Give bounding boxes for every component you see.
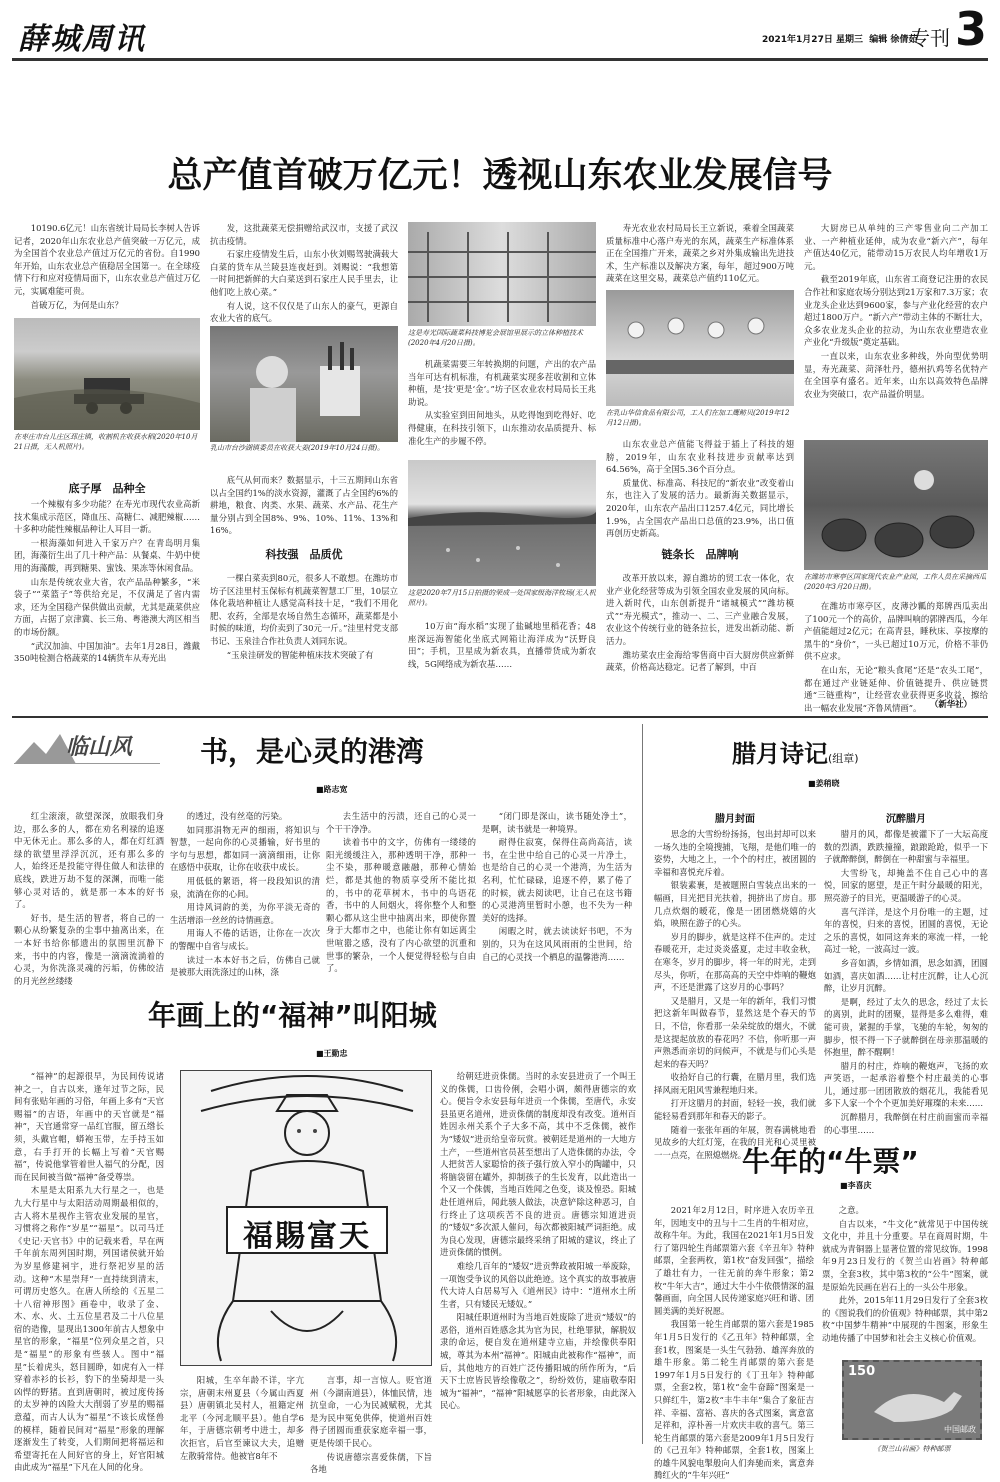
masthead: 薛城周讯 bbox=[18, 22, 146, 57]
paragraph: 一直以来，山东农业多种线，外向型优势明显，寿光蔬菜、菏泽牡丹，德州扒鸡等名优特产在全国享有盛名。近年来，山东以高效特色品牌农业为突破口，农产品溢价明显。 bbox=[804, 350, 988, 399]
photo-ginger-farmer bbox=[210, 326, 398, 442]
paragraph: 去生活中的污渍，还自己的心灵一个干干净净。 bbox=[326, 811, 476, 834]
essay2-title: 年画上的“福神”叫阳城 bbox=[148, 999, 437, 1032]
stamp-author: ■李喜庆 bbox=[840, 1181, 872, 1190]
poem1-title: 腊月封面 bbox=[715, 814, 755, 825]
paragraph: 腊月的风，都像是被灌下了一大坛高度数的烈酒，跌跌撞撞，踉踉跄跄，似乎一下子就醉醉倒，醉倒在一种甜蜜与幸福里。 bbox=[824, 829, 988, 865]
subhead-foundation: 底子厚 品种全 bbox=[68, 482, 146, 495]
paragraph: 岁月的脚步，就是这样不住声的。走过春暖花开，走过炎炎盛夏，走过丰收金秋，在寒冬，岁月的脚步，将一年的时光，走到尽头，你听，在那高高的天空中炸响的鞭炮声，不还是泄露了这岁月的心事吗？ bbox=[654, 931, 816, 993]
paragraph: 质量优、标准高、科技尼的“新农业”改变着山东，也注入了发展的活力。最新海关数据显示，2020年，山东农产品出口1257.4亿元，同比增长1.9%，占全国农产品出口总值的23.9%，出口值再创历史新高。 bbox=[606, 477, 794, 539]
essay1-col1 bbox=[14, 810, 164, 988]
paragraph: 随着一张张年画的年展，贺春满桃地看见故乡的大红灯笼，在我的目光和心灵里被一一点亮，在照熄燃烧。 bbox=[654, 1124, 816, 1160]
paragraph: 从实验室到田间地头，从吃得饱到吃得好、吃得健康，在科技引领下，山东推动农品质提升、标准化生产的步履不停。 bbox=[408, 410, 596, 446]
date-line bbox=[762, 32, 917, 45]
lead-col3b bbox=[408, 620, 596, 712]
paragraph: 给朝廷进贡侏儒。当时的永安县进贡了一个叫王义的侏儒，口齿伶俐，会唱小调，颇得唐德宗的欢心。便旨令永安县每年进贡一个侏儒，至唐代，永安县虽更名道州，进贡侏儒的制度却没有改变。道州百姓因永州关系个子大多不高，其中不乏侏儒，被作为“矮奴”进贡给皇帝玩赏。被朝廷是道州的一大地方土产，一些道州官员甚至想出了人造侏儒的办法，令人把贫苦人家聪恰的孩子强行放入窄小的陶罐中，只将脑袋留在罐外，抑制孩子的生长发育，以此造出一个又一个侏儒，当地百姓闻之色变，谈及惶恐。阳城赴任道州后，闻此骇人做法，决意铲除这种恶习，自行终止了这项疾苦不良的进贡。唐德宗知道进贡的“矮奴”多次派人催问，每次都被阳城严词拒绝。成为良心发现，唐德宗最终采纳了阳城的建议，终止了进贡侏儒的惯例。 bbox=[440, 1071, 636, 1258]
subhead-technology: 科技强 品质优 bbox=[265, 548, 343, 561]
section-label: 专刊 bbox=[910, 26, 950, 50]
page-number: 3 bbox=[955, 2, 988, 56]
essay2-col2 bbox=[180, 1374, 304, 1461]
paragraph: 思念的大雪纷纷扬扬，包出封却可以来一场久违的全境搜捕，飞翔，是他们唯一的姿势，大地之上，一个个的村庄，被团圆的幸福和喜悦充斥着。 bbox=[654, 829, 816, 877]
paragraph: 用诲人不倦的话语，让你在一次次的警醒中自省与成长。 bbox=[170, 928, 320, 951]
column-logo bbox=[14, 724, 160, 764]
lead-col5 bbox=[804, 222, 988, 438]
lead-col4b bbox=[606, 438, 794, 542]
lead-col2c bbox=[210, 572, 398, 712]
paragraph: 在山东，无论“粮头食尾”还是“农头工尾”，都在通过产业链延伸、价值链提升、供应链贯通“三链重构”，让经营农业获得更多收益，擦给出一幅农业发展“齐鲁风情画”。 bbox=[804, 664, 988, 713]
paragraph: 好书，是生活的智者，将自己的一颗心从纷繁复杂的尘事中抽离出来，在一本好书给你郁遗出的氛围里沉静下来，书中的内容，像是一滴滴流淌着的心灵，为你洗涤灵魂的污垢，仿佛皎洁的月光丝丝缕缕 bbox=[14, 912, 164, 986]
paragraph: “玉泉洼研发的智能种植床技术突破了有 bbox=[226, 649, 374, 660]
workers-icon bbox=[606, 290, 794, 406]
paragraph: 底气从何而来？数据显示，十三五期间山东省以占全国约1%的淡水资源，灌溉了占全国约6%的耕地，粮食、肉类、水果、蔬菜、水产品、花生产量分别占到全国8%、9%、10%、11%、13%和16%。 bbox=[210, 475, 398, 536]
essay2-col4 bbox=[440, 1070, 636, 1452]
caption: 在乳山华信食品有限公司，工人们在加工鹰鲂贝(2019年12月12日摄)。 bbox=[606, 409, 790, 427]
paragraph: 机蔬菜需要三年转换期的问题，产出的农产品当年可达有机标准，有机蔬菜实现多茬收割和立体种植，是‘技’更是‘金’。”坊子区农业农村局局长王兆助说。 bbox=[408, 359, 596, 407]
paragraph: “闭门即是深山，读书随处净土”，是啊，读书就是一种境界。 bbox=[482, 811, 632, 834]
paragraph: 10万亩“海水稻”实现了盐碱地里稻花香；48座深远海智能化坐底式网箱让海洋成为“沃野良田”；手机，卫星成为新农具，直播带货成为新农线，5G网络成为新农基…… bbox=[408, 621, 596, 669]
ocean-icon bbox=[408, 460, 596, 586]
paragraph: 阳城任职道州时为当地百姓废除了进贡“矮奴”的恶俗，道州百姓感念其为官为民，杜绝罪狱，解脱奴隶的命运，便自发在道州建寺立庙，并绘像供奉阳城，尊其为本州“福神”。阳城由此被称作“福神”，而后，其他地方的百姓广泛传播阳城的所作所为，“后天下士庶皆民皆绘像敬之”，纷纷效仿，建庙敬奉阳城为“福神”，“福神”阳城愿享的长者形象，由此深入民心。 bbox=[440, 1312, 636, 1411]
paragraph: 乡音如酒，乡情如酒，思念如酒，团圆如酒，喜庆如酒……让村庄沉醉，让人心沉醉，让岁月沉醉。 bbox=[824, 957, 988, 994]
paragraph: 喜气洋洋，是这个月份唯一的主题，过年的喜悦，归来的喜悦，团圆的喜悦，无论之乐的喜悦，如同这奔来的寒流一样，一轮高过一轮，一波高过一波。 bbox=[824, 906, 988, 955]
paragraph: 耐得住寂寞，保得住高尚高洁，读书，在尘世中给自己的心灵一片净土，也是给自己的心灵一个港湾，为生活为名利，忙忙碌碌，追逐不停，累了倦了的时候，就去阅读吧，让自己在这书籍的心灵港湾里暂时小憩，也不失为一种美好的选择。 bbox=[482, 837, 632, 923]
caption: 这是寿光国际蔬菜科技博览会展馆里展示的立体种植技术(2020年4月20日摄)。 bbox=[408, 329, 583, 347]
essay1-author: ■路志宽 bbox=[316, 785, 348, 794]
editor-name: 徐倩茹 bbox=[890, 35, 918, 45]
poem1-text bbox=[654, 828, 816, 1180]
paragraph: 一个辣椒有多少功能？在寿光市现代农业高新技术集成示范区，降血压、高糖仁、减肥辣椒……十多种功能性辣椒品种让人耳目一新。 bbox=[14, 499, 200, 535]
paragraph: 收拾好自己的行囊，在腊月里，我们选择风雨无阻风雪兼程地归来。 bbox=[654, 1072, 816, 1095]
paragraph: 木星是太阳系九大行星之一，也是九大行星中与太阳活动周期最相似的，古人将木星视作主管农业发展的星官，习惯将之称作“岁星”“福星”。以司马迁《史记·天官书》中的记载来看，早在两千年前东周列国时期，列国诸侯就开始为岁星修建祠宇，进行祭祀岁星的活动。这种“木星崇拜”一直持续到清末，可谓历史悠久。在唐人所绘的《五星二十八宿神形图》画卷中，收录了金、木、水、火、土五位星君及二十八位星宿的造像，显现出1300年前古人想象中星官的形象，“福星”位列众星之首，只是“福星”的形象有些骇人。图中“福星”长着虎头，怒目圆睁，如虎有入一样穿着赤衫的长衫，豹下的坐骑却是一头凶悍的野猪。直到唐朝时，被过度传扬的太岁神的凶险大大削弱了岁星的赐福意蕴，而古人认为“福星”不该长成怪兽的模样，随着民间对“福星”形象的理解逐渐发生了转变，人们期间把将福运和希望寄托在人间好官的身上，好官阳城由此成为“福星”下凡在人间的化身。 bbox=[14, 1185, 164, 1473]
paragraph: 改革开放以来，源自潍坊的贸工农一体化，农业产业化经营等成为引领全国农业发展的风向标。进入新时代，山东创新提升“诸城模式”“潍坊模式”“寿光模式”，推动一、二、三产业融合发展，农业这个传统行业的链条拉长，迸发出新动能、新活力。 bbox=[606, 573, 794, 646]
watermelon-icon bbox=[804, 440, 988, 570]
essay2-col3 bbox=[310, 1374, 432, 1475]
paragraph: 发，这批蔬菜无偿捐赠给武汉市，支援了武汉抗击疫情。 bbox=[210, 223, 398, 246]
nianhua-scroll-text: 福賜富天 bbox=[243, 1219, 371, 1254]
editor-label: 编辑 bbox=[869, 35, 888, 45]
paragraph: 石家庄疫情发生后，山东小伙刘赐驾驶满载大白菜的货车从兰陵县连夜赶到。刘赐说：“我想第一时间把新鲜的大白菜送到石家庄人民手里去，让他们吃上放心菜。” bbox=[210, 249, 398, 297]
poem-title bbox=[732, 734, 859, 769]
paragraph: “福神”的起源很早，为民间传说诸神之一，自古以来，逢年过节之际，民间有张贴年画的习俗，年画上多有“天官赐福”的吉语，年画中的天官就是“福神”，天官通常穿一品红官服，留五绺长须，头戴官帽，蟒袍玉带，左手持玉如意，右手打开的长幅上写着“天官赐福”，传说他掌管着世人福气的分配，因而在民间被当做“福神”备受尊崇。 bbox=[14, 1071, 164, 1182]
paragraph: 闲暇之时，就去读读好书吧，不为别的，只为在这风风雨雨的尘世间，给自己的心灵找一个栖息的温馨港湾…… bbox=[482, 926, 632, 962]
essay1-col2 bbox=[170, 810, 320, 988]
paragraph: 难绘几百年的“矮奴”进贡弊政被阳城一举废除，一项饱受争议的风俗以此绝迹。这个真实的故事被唐代大诗人白居易写入《道州民》诗中：“道州水土所生者，只有矮民无矮奴。” bbox=[440, 1260, 636, 1309]
poem2-text bbox=[824, 828, 988, 1138]
paragraph: 之意。 bbox=[838, 1205, 864, 1215]
essay1-col3 bbox=[326, 810, 476, 988]
photo-watermelon bbox=[804, 440, 988, 570]
paragraph: 用诗风词韵的美，为你平淡无奇的生活增添一丝丝的诗情画意。 bbox=[170, 902, 320, 925]
poem-note: (组章) bbox=[828, 752, 859, 765]
paragraph: “武汉加油、中国加油”。去年1月28日，潍戴350吨检测合格蔬菜的14辆货车从寿光出 bbox=[14, 640, 200, 664]
column-logo-text: 临山风 bbox=[66, 734, 133, 760]
lead-col4c bbox=[606, 572, 794, 712]
paragraph: 山东是传统农业大省，农产品品种繁多，“米袋子”“菜篮子”等供给充足，不仅满足了省内需求，还为全国稳产保供做出贡献，尤其是蔬菜供应方面，占据了京津冀、长三角、粤港澳大湾区相当的市场份额。 bbox=[14, 576, 200, 637]
harvester-icon bbox=[14, 318, 200, 430]
paragraph: 自古以来，“牛文化”就常见于中国传统文化中，并且十分重要。早在商周时期，牛就成为青铜器上显著位置的常见纹饰。1998年9月23日发行的《贺兰山岩画》特种邮票，全套3枚，其中第3枚的“公牛”图案，就是原始先民画在岩石上的一头公牛形象。 bbox=[822, 1218, 988, 1292]
stamp-title: 牛年的“牛票” bbox=[742, 1145, 919, 1178]
stamp-value: 150 bbox=[848, 1364, 876, 1379]
essay1-col4 bbox=[482, 810, 632, 988]
paragraph: 10190.6亿元！山东省统计局局长李树人告诉记者，2020年山东农业总产值突破一万亿元，成为全国首个农业总产值过万亿元的省份。自1990年开始，山东农业总产值稳居全国第一。在全球疫情下行和应对疫情局面下，山东农业总产值过万亿元，实属难能可贵。 bbox=[14, 223, 200, 296]
stamp-country: 中国邮政 bbox=[944, 1425, 976, 1434]
farmer-icon bbox=[210, 326, 398, 442]
paragraph: 阳城，生卒年龄不详，字亢宗，唐朝末州夏县（今属山西夏县）唐朝镇北吴村人，祖籍定州北平（今河北顺平县）。他自学6年，于唐德宗朝考中进士，却多次拒官，后官至谏议大夫，追赠左散骑常侍。他被官8年不 bbox=[180, 1375, 304, 1461]
paragraph: 大雪纷飞，却掩盖不住自己心中的喜悦，回家的愿望，是正午时分最暖的阳光，照亮游子的目光，更温暖游子的心灵。 bbox=[824, 867, 988, 903]
stamp-caption: 《贺兰山岩画》特种邮票 bbox=[873, 1445, 951, 1453]
photo-marine-ranch bbox=[408, 460, 596, 586]
photo-vertical-farming bbox=[408, 222, 596, 326]
paragraph: 我国第一轮生肖邮票的第六套是1985年1月5日发行的《乙丑年》特种邮票，全套1枚，图案是一头生气勃勃、雄浑奔放的雄牛形象。第二轮生肖邮票的第六套是1997年1月5日发行的《丁丑年》特种邮票，全套2枚，第1枚“金牛奋蹄”图案是一只鲜红牛，第2枚“丰牛丰年”集合了象征吉祥、幸福、富裕、喜庆的各式图案，寓意富足祥和，淳朴善一片欢庆丰收的喜气。第三轮生肖邮票的第六套是2009年1月5日发行的《己丑年》特种邮票，全套1枚，图案上的雄牛风貌电掣般向人们奔驰而来，寓意奔腾红火的“牛年兴旺” bbox=[654, 1319, 814, 1481]
lead-col5b bbox=[804, 600, 988, 713]
stamp-col2 bbox=[822, 1204, 988, 1356]
lead-col2 bbox=[210, 222, 398, 324]
paragraph: 一根海藻如何进入千家万户？在青岛明月集团，海藻衍生出了几十种产品：从餐桌、牛奶中使用的海藻酸，再到糖果、蜜饯、果冻等休闲食品。 bbox=[14, 537, 200, 573]
paragraph: 又是腊月，又是一年的新年，我们习惯把这新年叫做春节，显然这是个春天的节日，不信，你看那一朵朵绽放的烟火，不就是这提起放放的春花吗？不信，你听那一声声熟悉而亲切的问候声，不就是与们心头是起来的春天吗？ bbox=[654, 995, 816, 1069]
paragraph: 是啊，经过了太久的思念，经过了太长的离别，此时的团聚，显得是多么难得，难能可贵，紧握的手掌，飞驰的车轮，匆匆的脚步，恨不得一下子就醉倒在母亲那温暖的怀抱里，醉不醒啊！ bbox=[824, 996, 988, 1058]
photo-shellfish-workers bbox=[606, 290, 794, 406]
subhead-chain: 链条长 品牌响 bbox=[661, 548, 739, 561]
paragraph: 潍坊菜农庄金海给零售商中百大厨房供应新鲜蔬菜，价格高达稳定。记者了解到，中百 bbox=[606, 649, 794, 673]
paragraph: 此外，2015年11月29日发行了全套3枚的《图说我们的价值观》特种邮票，其中第2枚“中国梦牛精神”中展现的牛图案，形象生动地传播了中国梦和社会主义核心价值观。 bbox=[822, 1295, 988, 1343]
column-divider bbox=[642, 724, 643, 1444]
essay2-author: ■王勤忠 bbox=[316, 1049, 348, 1058]
paragraph: 腊月的村庄，炸响的鞭炮声，飞扬的欢声笑语，一起承浴着整个村庄最美的心事儿，通过那一团团散放的烟花儿，我能看见多下人家一个个个更加美好璀璨的未来…… bbox=[824, 1060, 988, 1109]
paragraph: 一棵白菜卖到80元，很多人不敢想。在潍坊市坊子区洼里村玉保标有机蔬菜智慧工厂里，10层立体化栽培种植让人感觉高科技十足，“我们不用化肥、农药，全部是农场自然生态循环，蔬菜都是小时候的味道，均价卖到了30元一斤。”洼里村党支部书记、玉泉洼合作社负责人刘同东说。 bbox=[210, 573, 398, 646]
paragraph: 首破万亿，为何是山东？ bbox=[30, 299, 123, 310]
poem2-title: 沉醉腊月 bbox=[886, 814, 926, 825]
paragraph: 用低低的絮语，将一段段知识的清泉，流淌在你的心间。 bbox=[170, 875, 320, 899]
lead-col4 bbox=[606, 222, 794, 286]
paragraph: 山东农业总产值能飞得益于插上了科技的翅膀，2019年，山东农业科技进步贡献率达到64.56%，高于全国5.36个百分点。 bbox=[606, 439, 794, 475]
paragraph: 沉醉腊月，我醉倒在村庄前面蜜而幸福的心事里…… bbox=[824, 1112, 988, 1135]
paragraph: 银装素裹，是被题照白雪装点出来的一幅画，目光把目光扶着，拥挤出了房自。那几点炊烟的暧花，像是一团团燃烧嬉的火焰，映照在游子的心头。 bbox=[654, 880, 816, 929]
caption: 在枣庄市台儿庄区邳庄镇，收割机在收获水稻(2020年10月21日摄，无人机照片)。 bbox=[14, 433, 198, 451]
poem-title-text: 腊月诗记 bbox=[732, 740, 828, 768]
paragraph: 在潍坊市寒亭区，皮薄沙瓤的郑牌西瓜卖出了100元一个的高价，品牌叫响的郭牌西瓜，今年产值能超过2亿元；在高青县，睡秋床、享按摩的黑牛的“身价”，一头已超过10万元，价格不菲仍供不应求。 bbox=[804, 601, 988, 662]
lead-col1 bbox=[14, 222, 200, 312]
lead-col2b bbox=[210, 474, 398, 534]
caption: 乳山市台沙湖镇委员在收获大姜(2019年10月24日摄)。 bbox=[210, 444, 385, 452]
header-rule bbox=[12, 58, 988, 61]
paragraph: 打开这腊月的封面，轻轻一挨，我们就能轻易看到那年和春天的影子。 bbox=[654, 1098, 816, 1122]
photo-harvester bbox=[14, 318, 200, 430]
paragraph: 言事，却一言惊人。贬官道州（今湖南道县），体恤民情，违抗皇命，一心为民减赋税，尤其是为民申冤免供俸，使道州百姓得子团圆而重获家庭幸福一事，更是传颂千民心。 bbox=[310, 1375, 432, 1448]
source-credit: （新华社） bbox=[930, 699, 972, 709]
paragraph: 大厨房已从单纯的三产零售业向二产加工业、一产种植业延伸，成为农业“新六产”，每年产值达40亿元，能带动15万农民人均年增收1万元。 bbox=[804, 223, 988, 271]
paragraph: 截至2019年底，山东省工商登记注册的农民合作社和家庭农场分别达到21万家和7.3万家；农业龙头企业达到9600家，参与产业化经营的农户超过1800万户。“新六产”带动主体的不断壮大，众多农业龙头企业的拉动，为山东农业塑造农业产业化“升级版”奠定基础。 bbox=[804, 274, 988, 348]
paragraph: 有人说，这不仅仅是了山东人的豪气，更源自农业大省的底气。 bbox=[210, 300, 398, 324]
section-divider bbox=[12, 716, 988, 718]
date-text: 2021年1月27日 星期三 bbox=[762, 35, 863, 45]
paragraph: 红尘滚滚，欲望深深，放眼我们身边，那么多的人，都在劝名利禄的追逐中无休无止。那么多的人，都在灯红酒绿的欲望里浮浮沉沉，还有那么多的人，始终还是投能守得住做人和法律的底线，跌进万劫不复的深渊，而唯一能够心灵对话的，就是那一本本的好书了。 bbox=[14, 811, 164, 910]
nianhua-illustration bbox=[180, 1070, 432, 1366]
stamp-col1 bbox=[654, 1204, 814, 1481]
paragraph: 的透过，没有丝毫的污染。 bbox=[186, 811, 288, 821]
paragraph: 读过一本本好书之后，仿佛自己就是被那大雨洗涤过的山林，涤 bbox=[170, 954, 320, 978]
paragraph: 寿光农业农村局局长王立新说，乘着全国蔬菜质量标准中心落户寿光的东风，蔬菜生产标准体系正在全国推广开来，蔬菜之乡对外集成输出先进技术，生产标准以及解决方案，每年，超过900万吨蔬菜在这里交易，蔬菜总产值约110亿元。 bbox=[606, 223, 794, 284]
paragraph: 2021年2月12日，时序进入农历辛丑年，因地支中的丑与十二生肖的牛相对应，故称牛年。为此，我国在2021年1月5日发行了第四轮生肖邮票第六套《辛丑年》特种邮票，全套两枚，第1枚“奋发回强”，描绘了雄壮有力，一往无前的奔牛形象；第2枚“牛年大吉”，通过大牛小牛依偎情深的温馨画面，向全国人民传递家庭兴旺和谐、团圆美满的美好祝愿。 bbox=[654, 1205, 814, 1316]
essay1-title: 书，是心灵的港湾 bbox=[200, 735, 425, 768]
paragraph: 传说唐德宗喜爱侏儒，下旨各地 bbox=[310, 1451, 432, 1475]
lead-headline: 总产值首破万亿元！透视山东农业发展信号 bbox=[167, 156, 833, 196]
stamp-image bbox=[842, 1360, 982, 1440]
essay2-col1 bbox=[14, 1070, 164, 1473]
paragraph: 如同那涓物无声的细雨，将知识与智慧，一起向你的心灵播输，好书里的字句与思想，都如同一滴滴细雨，让你在感悟中获取，让你在收获中成长。 bbox=[170, 824, 320, 873]
poem-author: ■姜稍晓 bbox=[808, 779, 840, 788]
caption: 在潍坊市寒亭区国家现代农业产业园，工作人员在采摘西瓜(2020年3月20日摄)。 bbox=[804, 573, 986, 591]
lead-col1b bbox=[14, 498, 200, 710]
caption: 这是2020年7月15日拍摄的荣成一处国家级海洋牧场(无人机照片)。 bbox=[408, 589, 596, 607]
lead-col3 bbox=[408, 358, 596, 458]
paragraph: 读着书中的文字，仿佛有一缕缕的阳光缓缓注入，那种透明干净，那种一尘不染，那种暖意融融，那种心情始烂，都是其他的物质享受所不能比拟的，书中的花草树木，书中的鸟语花香，书中的人间烟火，将你整个人和整颗心都从这尘世中抽离出来，即使你置身于大都市之中，也能让你有如远离尘世喧嚣之感，没有了内心欲望的沉重和世事的繁杂，一个人便觉得轻松与自由了。 bbox=[326, 837, 476, 974]
greenhouse-icon bbox=[408, 222, 596, 326]
